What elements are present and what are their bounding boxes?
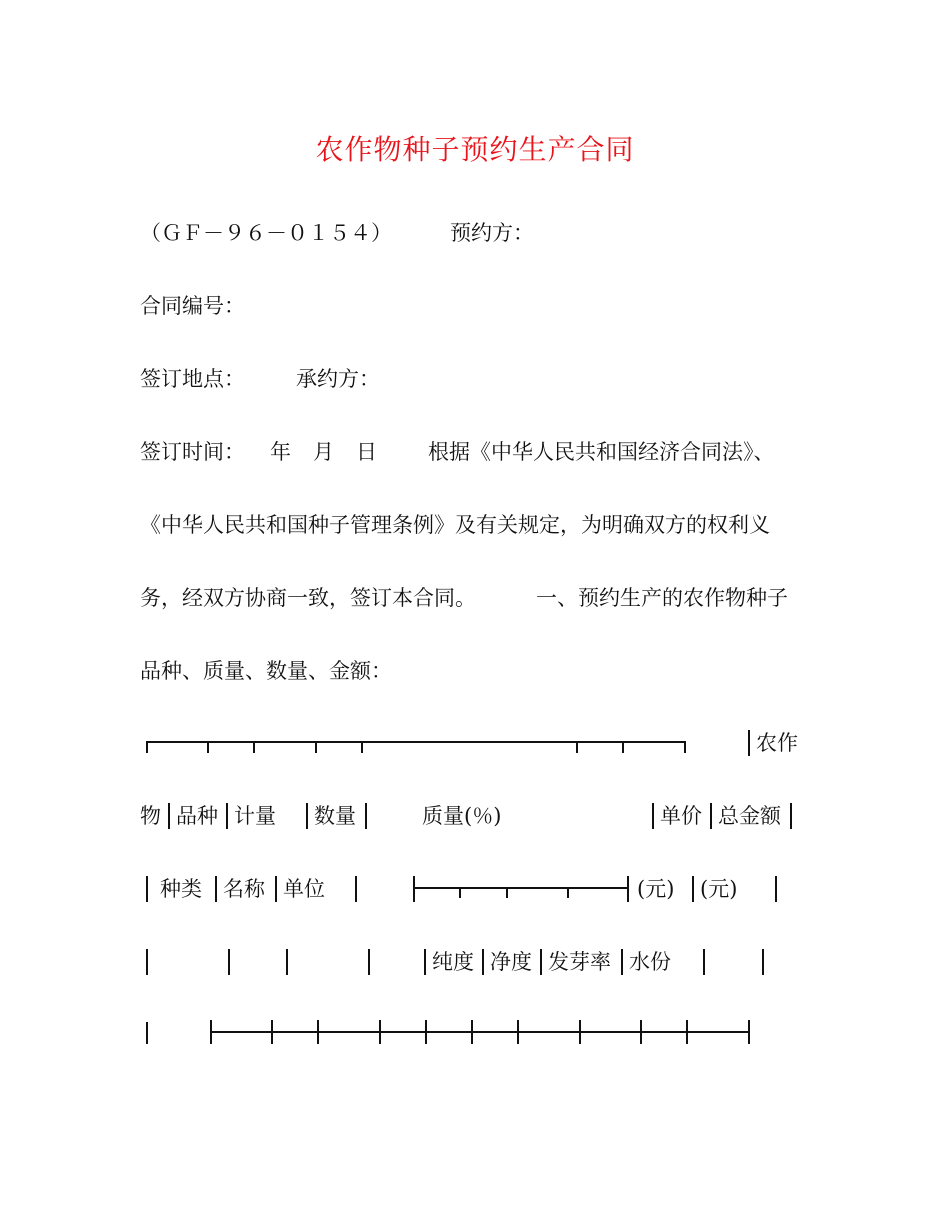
- table-border: [762, 949, 764, 975]
- col-total-unit: (元): [700, 877, 738, 901]
- col-unit: 计量: [234, 804, 276, 828]
- body-line-3a: 务，经双方协商一致，签订本合同。: [140, 586, 476, 610]
- col-quality: 质量(％): [422, 804, 502, 828]
- col-price-unit: (元): [637, 877, 675, 901]
- table-border: [790, 803, 792, 829]
- col-crop-a: 农作: [756, 731, 798, 755]
- col-germination: 发芽率: [548, 950, 611, 974]
- col-kind: 种类: [160, 877, 202, 901]
- col-price: 单价: [660, 804, 702, 828]
- table-border: [748, 730, 750, 756]
- body-line-3b: 一、预约生产的农作物种子: [536, 586, 788, 610]
- table-border: [368, 949, 370, 975]
- col-unit2: 单位: [283, 877, 325, 901]
- table-border: [775, 876, 777, 902]
- sign-year: 年: [270, 440, 291, 464]
- col-crop-b: 物: [140, 804, 161, 828]
- table-border: [228, 949, 230, 975]
- table-border: [286, 949, 288, 975]
- col-water: 水份: [629, 950, 671, 974]
- table-border: [168, 803, 170, 829]
- table-border: [146, 1022, 148, 1044]
- col-name: 名称: [223, 877, 265, 901]
- document-title: 农作物种子预约生产合同: [315, 133, 635, 166]
- table-border: [710, 803, 712, 829]
- table-border: [482, 949, 484, 975]
- col-variety: 品种: [176, 804, 218, 828]
- table-border: [703, 949, 705, 975]
- table-border: [365, 803, 367, 829]
- table-border: [424, 949, 426, 975]
- body-line-4: 品种、质量、数量、金额：: [140, 659, 392, 683]
- party-b-label: 承约方：: [296, 367, 380, 391]
- body-line-1: 根据《中华人民共和国经济合同法》、: [428, 440, 775, 464]
- body-line-2: 《中华人民共和国种子管理条例》及有关规定，为明确双方的权利义: [140, 513, 770, 537]
- col-qty: 数量: [314, 804, 356, 828]
- table-border: [215, 876, 217, 902]
- col-clean: 净度: [490, 950, 532, 974]
- table-border: [146, 949, 148, 975]
- table-border: [275, 876, 277, 902]
- table-border: [226, 803, 228, 829]
- party-a-label: 预约方：: [450, 221, 534, 245]
- sign-day: 日: [356, 440, 377, 464]
- table-border: [355, 876, 357, 902]
- table-border: [146, 876, 148, 902]
- sign-time-label: 签订时间：: [140, 440, 245, 464]
- col-total: 总金额: [718, 804, 781, 828]
- table-border: [621, 949, 623, 975]
- table-border: [692, 876, 694, 902]
- table-border: [306, 803, 308, 829]
- table-border: [540, 949, 542, 975]
- table-border: [652, 803, 654, 829]
- sign-month: 月: [313, 440, 334, 464]
- contract-code: （ＧＦ－９６－０１５４）: [140, 221, 392, 245]
- sign-place-label: 签订地点：: [140, 367, 245, 391]
- col-purity: 纯度: [432, 950, 474, 974]
- contract-number-label: 合同编号：: [140, 294, 245, 318]
